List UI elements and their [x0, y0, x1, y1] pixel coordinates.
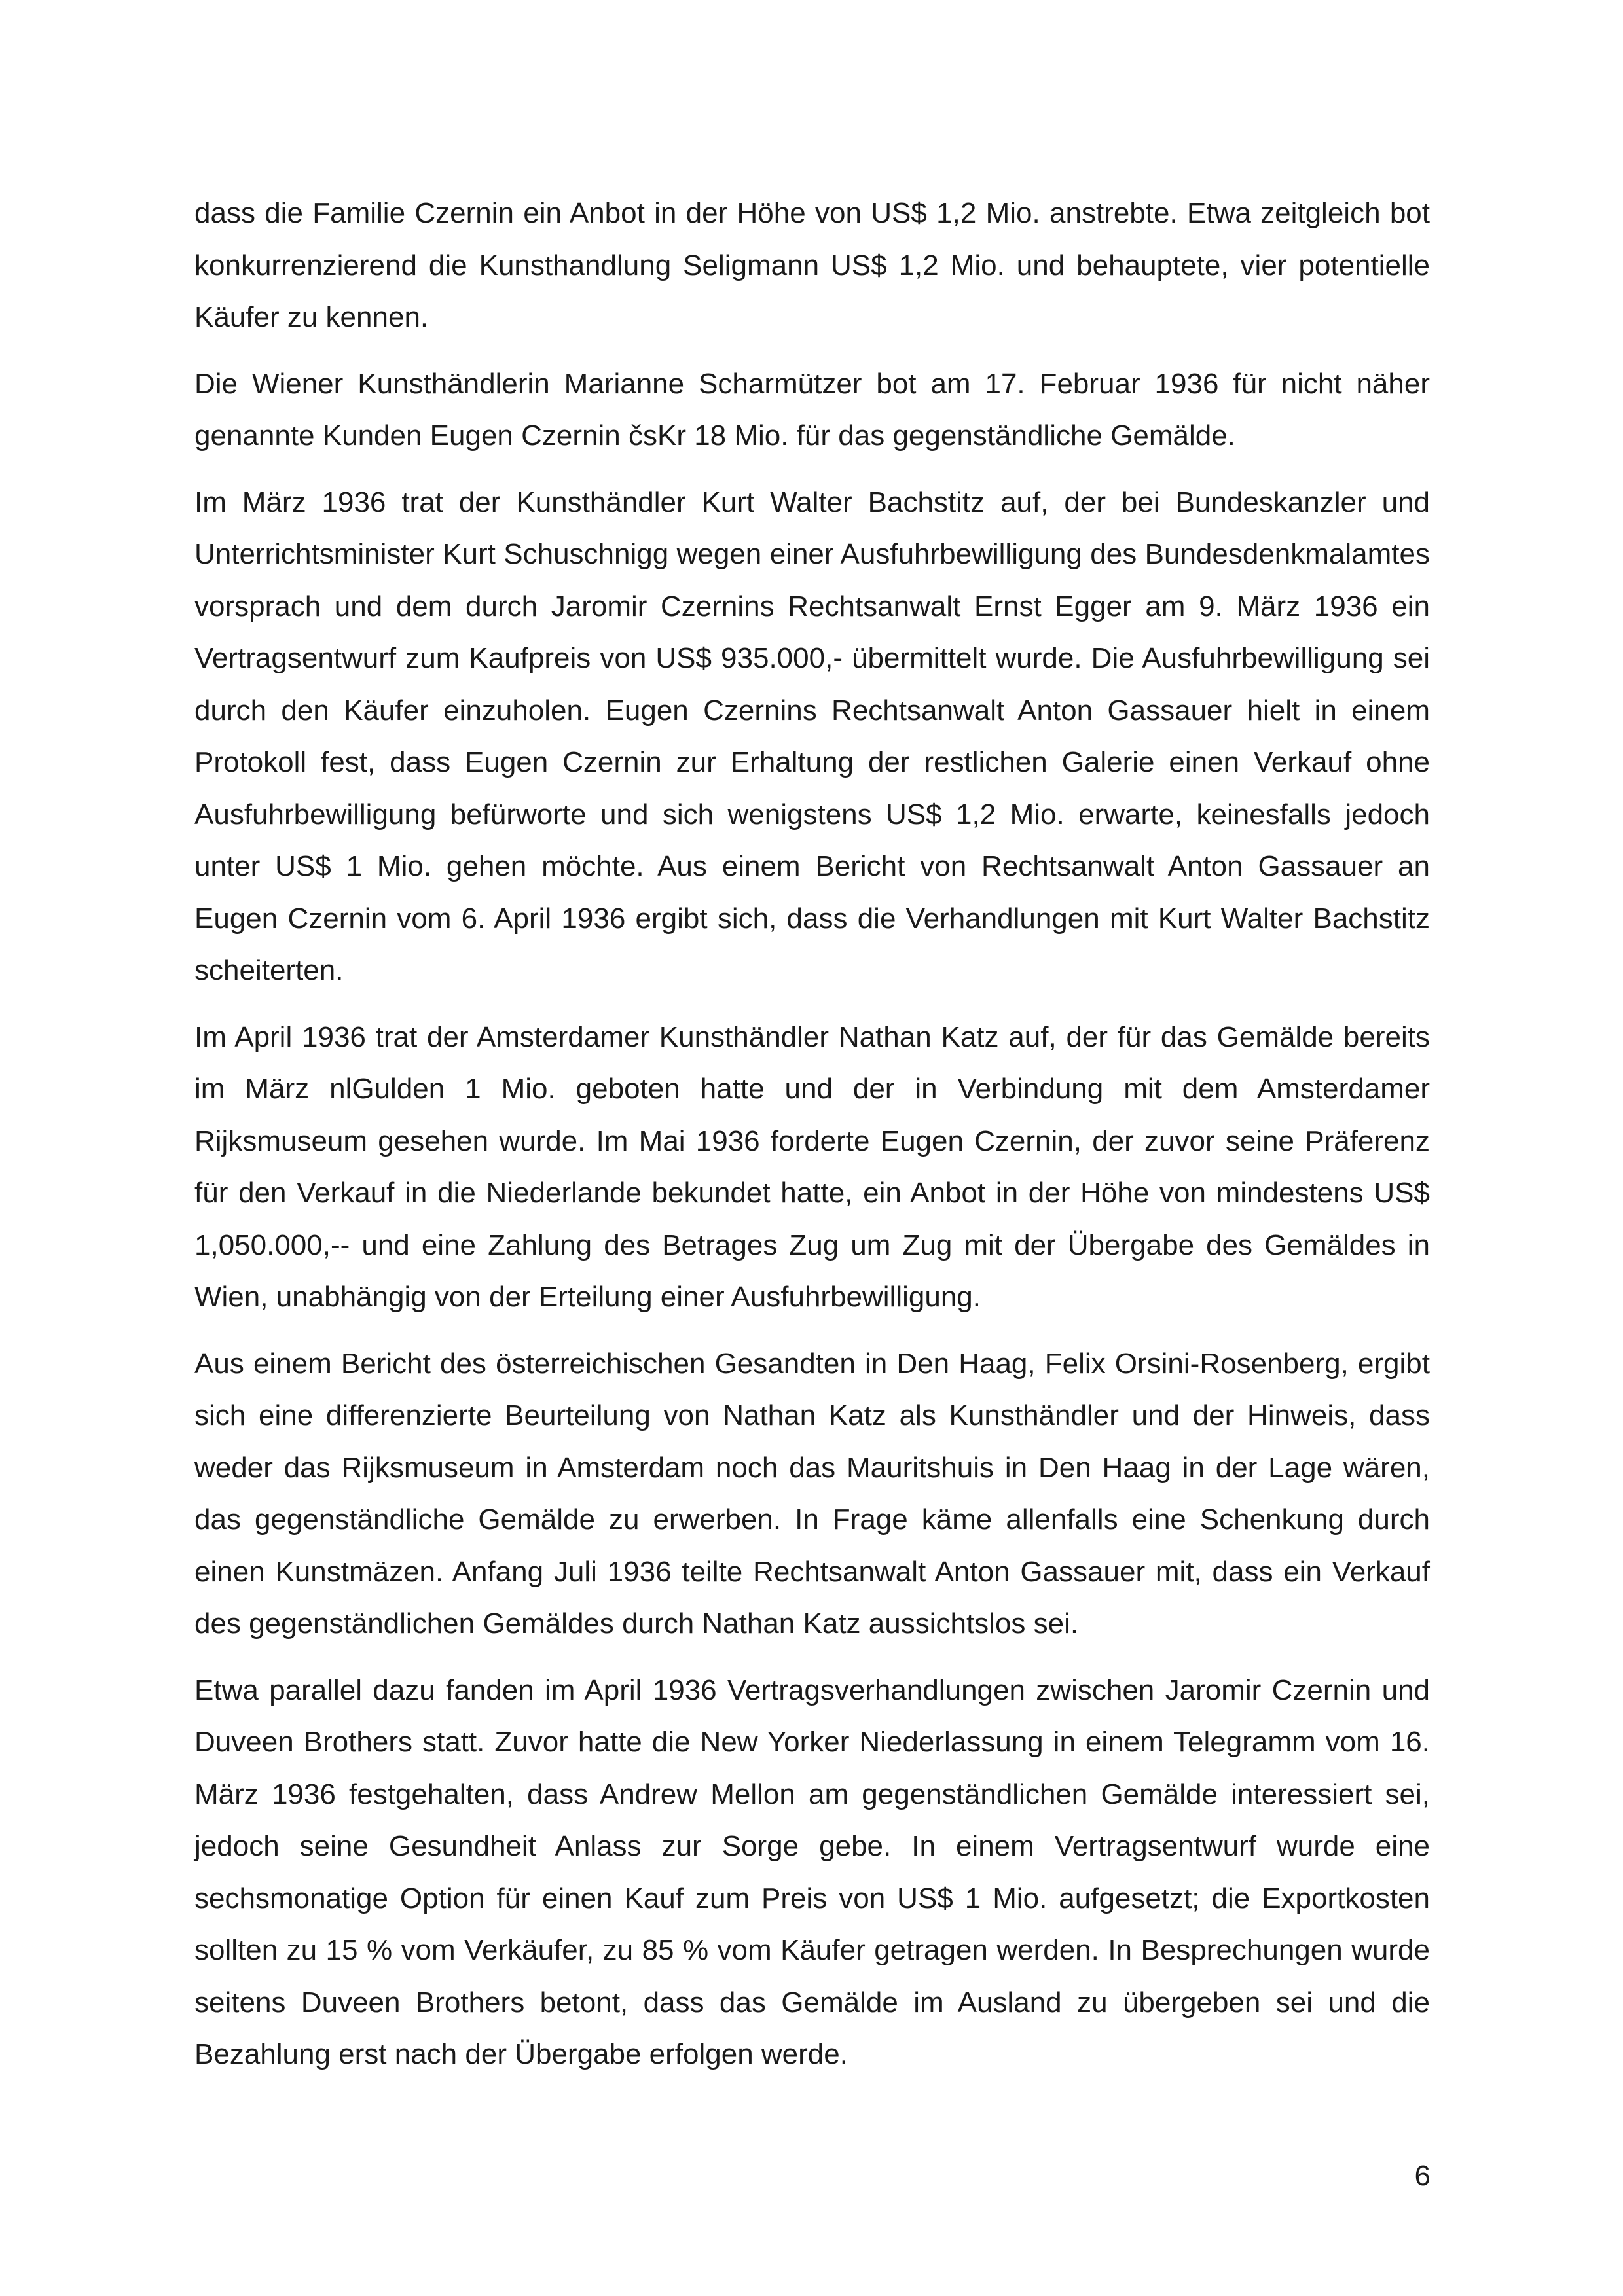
- paragraph-3: Im März 1936 trat der Kunsthändler Kurt Walter Bachstitz auf, der bei Bundeskanzler und Unterrichtsminister Kurt Schuschnigg wegen einer Ausfuhrbewilligung des Bundesdenkmalamtes vorsprach und dem durch Jaromir Czernins Rechtsanwalt Ernst Egger am 9. März 1936 ein Vertragsentwurf zum Kaufpreis von US$ 935.000,- übermittelt wurde. Die Ausfuhrbewilligung sei durch den Käufer einzuholen. Eugen Czernins Rechtsanwalt Anton Gassauer hielt in einem Protokoll fest, dass Eugen Czernin zur Erhaltung der restlichen Galerie einen Verkauf ohne Ausfuhrbewilligung befürworte und sich wenigstens US$ 1,2 Mio. erwarte, keinesfalls jedoch unter US$ 1 Mio. gehen möchte. Aus einem Bericht von Rechtsanwalt Anton Gassauer an Eugen Czernin vom 6. April 1936 ergibt sich, dass die Verhandlungen mit Kurt Walter Bachstitz scheiterten.: [194, 486, 1430, 986]
- paragraph-1: dass die Familie Czernin ein Anbot in der Höhe von US$ 1,2 Mio. anstrebte. Etwa zeitgleich bot konkurrenzierend die Kunsthandlung Seligmann US$ 1,2 Mio. und behauptete, vier potentielle Käufer zu kennen.: [194, 197, 1430, 333]
- body-text: [194, 187, 1430, 2095]
- paragraph-2: Die Wiener Kunsthändlerin Marianne Scharmützer bot am 17. Februar 1936 für nicht näher genannte Kunden Eugen Czernin čsKr 18 Mio. für das gegenständliche Gemälde.: [194, 367, 1430, 452]
- paragraph-6: Etwa parallel dazu fanden im April 1936 Vertragsverhandlungen zwischen Jaromir Czernin und Duveen Brothers statt. Zuvor hatte die New Yorker Niederlassung in einem Telegramm vom 16. März 1936 festgehalten, dass Andrew Mellon am gegenständlichen Gemälde interessiert sei, jedoch seine Gesundheit Anlass zur Sorge gebe. In einem Vertragsentwurf wurde eine sechsmonatige Option für einen Kauf zum Preis von US$ 1 Mio. aufgesetzt; die Exportkosten sollten zu 15 % vom Verkäufer, zu 85 % vom Käufer getragen werden. In Besprechungen wurde seitens Duveen Brothers betont, dass das Gemälde im Ausland zu übergeben sei und die Bezahlung erst nach der Übergabe erfolgen werde.: [194, 1674, 1430, 2070]
- page-number: 6: [1414, 2160, 1431, 2192]
- paragraph-5: Aus einem Bericht des österreichischen Gesandten in Den Haag, Felix Orsini-Rosenberg, ergibt sich eine differenzierte Beurteilung von Nathan Katz als Kunsthändler und der Hinweis, dass weder das Rijksmuseum in Amsterdam noch das Mauritshuis in Den Haag in der Lage wären, das gegenständliche Gemälde zu erwerben. In Frage käme allenfalls eine Schenkung durch einen Kunstmäzen. Anfang Juli 1936 teilte Rechtsanwalt Anton Gassauer mit, dass ein Verkauf des gegenständlichen Gemäldes durch Nathan Katz aussichtslos sei.: [194, 1347, 1430, 1640]
- paragraph-4: Im April 1936 trat der Amsterdamer Kunsthändler Nathan Katz auf, der für das Gemälde bereits im März nlGulden 1 Mio. geboten hatte und der in Verbindung mit dem Amsterdamer Rijksmuseum gesehen wurde. Im Mai 1936 forderte Eugen Czernin, der zuvor seine Präferenz für den Verkauf in die Niederlande bekundet hatte, ein Anbot in der Höhe von mindestens US$ 1,050.000,-- und eine Zahlung des Betrages Zug um Zug mit der Übergabe des Gemäldes in Wien, unabhängig von der Erteilung einer Ausfuhrbewilligung.: [194, 1020, 1430, 1313]
